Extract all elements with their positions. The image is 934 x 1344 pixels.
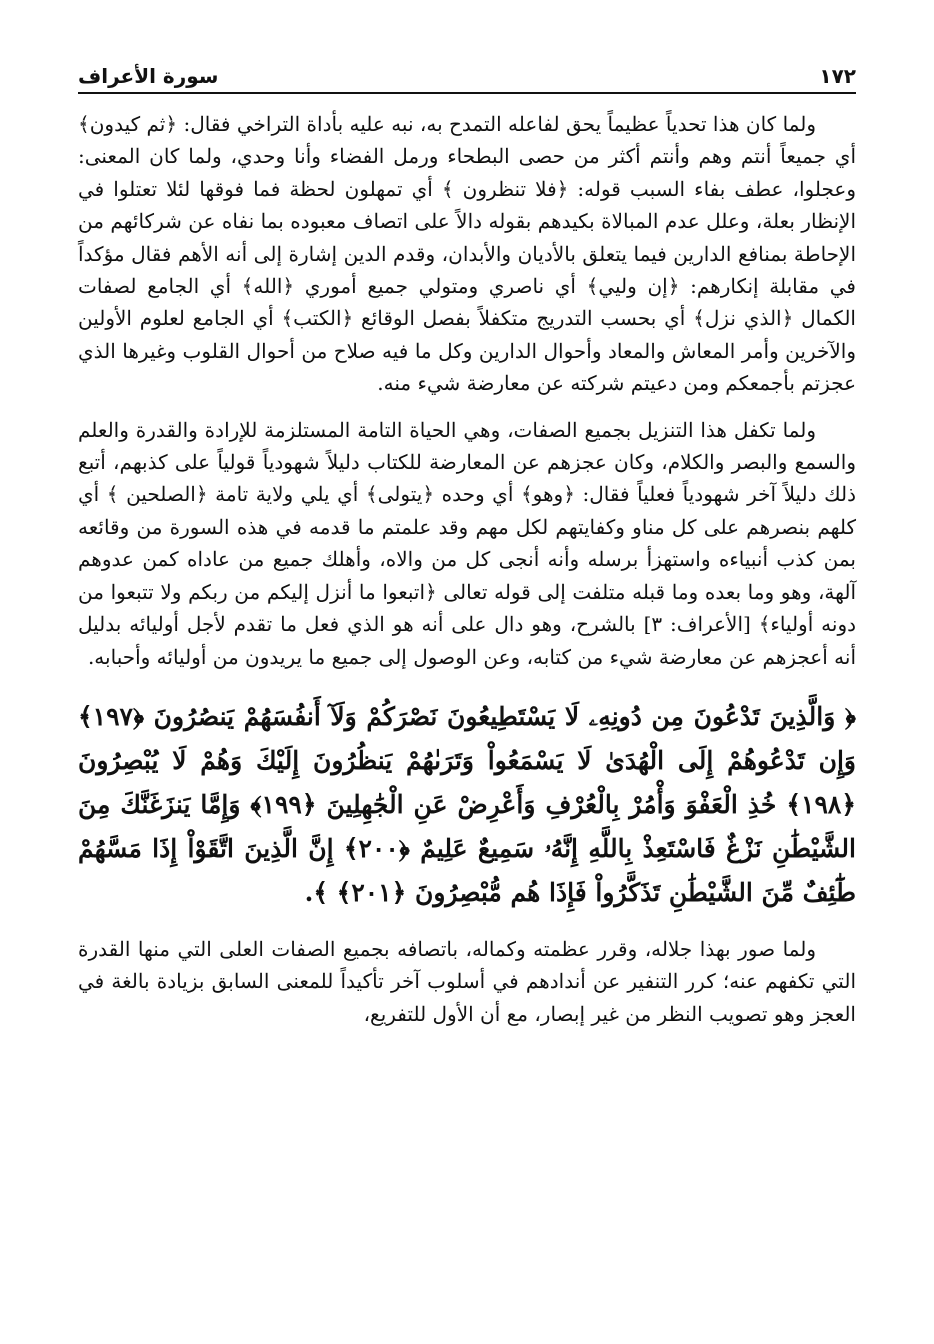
commentary-paragraph: ولما كان هذا تحدياً عظيماً يحق لفاعله التمدح به، نبه عليه بأداة التراخي فقال: ﴿ثم كيدون﴾ أي جميعاً أنتم وهم وأنتم أكثر من حصى البطحاء ورمل الفضاء وأنا وحدي، ولما كان المعنى: وعجلوا، عطف بفاء السبب قوله: ﴿فلا تنظرون ﴾ أي تمهلون لحظة فما فوقها لئلا تعتلوا في الإنظار بعلة، وعلل عدم المبالاة بكيدهم بقوله دالاً على اتصاف معبوده بما نفاه عن شركائهم من الإحاطة بمنافع الدارين فيما يتعلق بالأديان والأبدان، وقدم الدين إشارة إلى أنه الأهم فقال مؤكداً في مقابلة إنكارهم: ﴿إن وليي﴾ أي ناصري ومتولي جميع أموري ﴿الله﴾ أي الجامع لصفات الكمال ﴿الذي نزل﴾ أي بحسب التدريج متكفلاً بفصل الوقائع ﴿الكتب﴾ أي الجامع لعلوم الأولين والآخرين وأمر المعاش والمعاد وأحوال الدارين وكل ما فيه صلاح من أحوال القلوب وغيرها الذي عجزتم بأجمعكم ومن دعيتم شركته عن معارضة شيء منه. — [78, 112, 857, 396]
commentary-paragraph: ولما تكفل هذا التنزيل بجميع الصفات، وهي الحياة التامة المستلزمة للإرادة والقدرة والعلم والسمع والبصر والكلام، وكان عجزهم عن المعارضة للكتاب دليلاً شهودياً قولياً على كذبهم، أتبع ذلك دليلاً آخر شهودياً فعلياً فقال: ﴿وهو﴾ أي وحده ﴿يتولى﴾ أي يلي ولاية تامة ﴿الصلحين ﴾ أي كلهم بنصرهم على كل مناو وكفايتهم لكل مهم وقد علمتم ما قدمه في هذه السورة من وقائعه بمن كذب أنبياءه واستهزأ برسله وأنه أنجى كل من والاه، وأهلك جميع من عاداه كمن عدوهم آلهة، وهو وما بعده وما قبله متلفت إلى قوله تعالى ﴿اتبعوا ما أنزل إليكم من ربكم ولا تتبعوا من دونه أولياء﴾ [الأعراف: ٣] بالشرح، وهو دال على أنه هو الذي فعل ما تقدم لأجل أوليائه بدليل أنه أعجزهم عن معارضة شيء من كتابه، وعن الوصول إلى جميع ما يريدون من أوليائه وأحبابه. — [78, 417, 857, 669]
commentary-paragraph: ولما صور بهذا جلاله، وقرر عظمته وكماله، باتصافه بجميع الصفات العلى التي منها القدرة التي تكفهم عنه؛ كرر التنفير عن أندادهم في أسلوب آخر تأكيداً للمعنى السابق بزيادة بالغة في العجز وهو تصويب النظر من غير إبصار، مع أن الأول للتفريع، — [78, 936, 856, 1026]
page-header — [78, 58, 856, 94]
quran-verses: ﴿ وَالَّذِينَ تَدْعُونَ مِن دُونِهِۦ لَا يَسْتَطِيعُونَ نَصْرَكُمْ وَلَآ أَنفُسَهُمْ يَنصُرُونَ ﴿١٩٧﴾ وَإِن تَدْعُوهُمْ إِلَى الْهُدَىٰ لَا يَسْمَعُواْ وَتَرَىٰهُمْ يَنظُرُونَ إِلَيْكَ وَهُمْ لَا يُبْصِرُونَ ﴿١٩٨﴾ خُذِ الْعَفْوَ وَأْمُرْ بِالْعُرْفِ وَأَعْرِضْ عَنِ الْجَٰهِلِينَ ﴿١٩٩﴾ وَإِمَّا يَنزَغَنَّكَ مِنَ الشَّيْطَٰنِ نَزْغٌ فَاسْتَعِذْ بِاللَّهِ إِنَّهُۥ سَمِيعٌ عَلِيمٌ ﴿٢٠٠﴾ إِنَّ الَّذِينَ اتَّقَوْاْ إِذَا مَسَّهُمْ طَٰٓئِفٌ مِّنَ الشَّيْطَٰنِ تَذَكَّرُواْ فَإِذَا هُم مُّبْصِرُونَ ﴿٢٠١﴾ ﴾. — [78, 701, 856, 907]
surah-title: سورة الأعراف — [78, 64, 219, 88]
page-number: ١٧٢ — [819, 64, 856, 88]
page-body — [78, 108, 856, 1030]
